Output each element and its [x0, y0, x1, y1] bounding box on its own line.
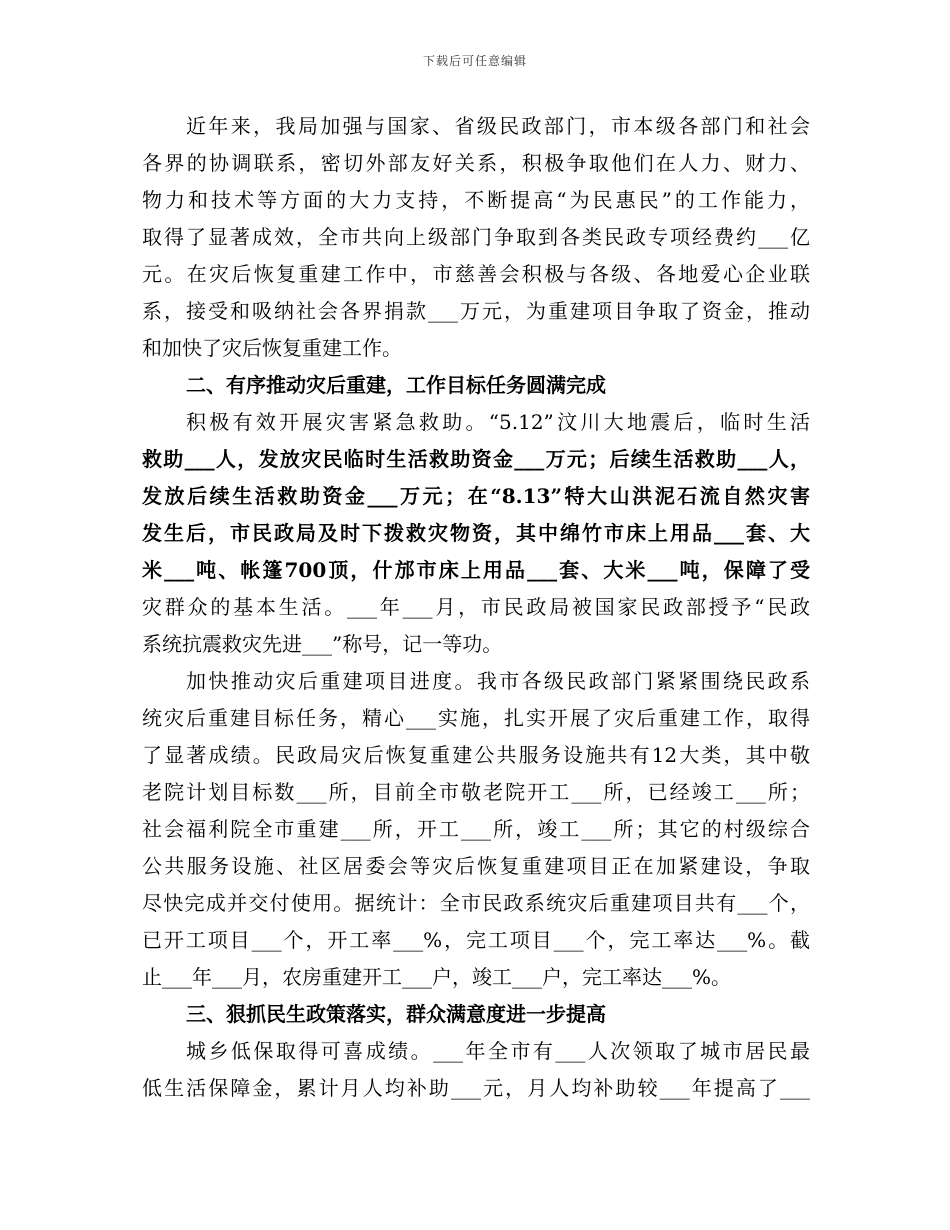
text-line: 系统抗震救灾先进___”称号，记一等功。	[142, 632, 503, 656]
text-line: 城乡低保取得可喜成绩。___年全市有___人次领取了城市居民最	[186, 1039, 810, 1063]
text-line: 了显著成绩。民政局灾后恢复重建公共服务设施共有12大类，其中敬	[142, 743, 810, 767]
text-line: 统灾后重建目标任务，精心___实施，扎实开展了灾后重建工作，取得	[142, 706, 810, 730]
text-line: 老院计划目标数___所，目前全市敬老院开工___所，已经竣工___所；	[142, 780, 810, 804]
text-line: 发放后续生活救助资金___万元；在“8.13”特大山洪泥石流自然灾害	[142, 484, 810, 508]
text-line: 近年来，我局加强与国家、省级民政部门，市本级各部门和社会	[186, 114, 810, 138]
text-line: 物力和技术等方面的大力支持，不断提高“为民惠民”的工作能力，	[142, 188, 810, 212]
text-line: 低生活保障金，累计月人均补助___元，月人均补助较___年提高了___	[142, 1076, 810, 1100]
text-line: 各界的协调联系，密切外部友好关系，积极争取他们在人力、财力、	[142, 151, 810, 175]
text-line: 积极有效开展灾害紧急救助。“5.12”汶川大地震后，临时生活	[186, 410, 810, 434]
section-heading: 三、狠抓民生政策落实，群众满意度进一步提高	[186, 1002, 606, 1026]
text-line: 发生后，市民政局及时下拨救灾物资，其中绵竹市床上用品___套、大	[142, 521, 810, 545]
text-line: 取得了显著成效，全市共向上级部门争取到各类民政专项经费约___亿	[142, 225, 810, 249]
text-line: 和加快了灾后恢复重建工作。	[142, 336, 402, 360]
text-line: 止___年___月，农房重建开工___户，竣工___户，完工率达___%。	[142, 965, 732, 989]
text-line: 元。在灾后恢复重建工作中，市慈善会积极与各级、各地爱心企业联	[142, 262, 810, 286]
text-line: 加快推动灾后重建项目进度。我市各级民政部门紧紧围绕民政系	[186, 669, 810, 693]
section-heading: 二、有序推动灾后重建，工作目标任务圆满完成	[186, 373, 606, 397]
text-line: 米___吨、帐篷700顶，什邡市床上用品___套、大米___吨，保障了受	[142, 558, 810, 582]
text-line: 尽快完成并交付使用。据统计：全市民政系统灾后重建项目共有___个，	[142, 891, 810, 915]
text-line: 公共服务设施、社区居委会等灾后恢复重建项目正在加紧建设，争取	[142, 854, 810, 878]
text-line: 灾群众的基本生活。___年___月，市民政局被国家民政部授予“民政	[142, 595, 810, 619]
document-body	[142, 108, 810, 1107]
page-header: 下载后可任意编辑	[422, 54, 527, 68]
text-line: 社会福利院全市重建___所，开工___所，竣工___所；其它的村级综合	[142, 817, 810, 841]
text-line: 系，接受和吸纳社会各界捐款___万元，为重建项目争取了资金，推动	[142, 299, 810, 323]
text-line: 已开工项目___个，开工率___%，完工项目___个，完工率达___%。截	[142, 928, 810, 952]
text-line: 救助___人，发放灾民临时生活救助资金___万元；后续生活救助___人，	[142, 447, 810, 471]
